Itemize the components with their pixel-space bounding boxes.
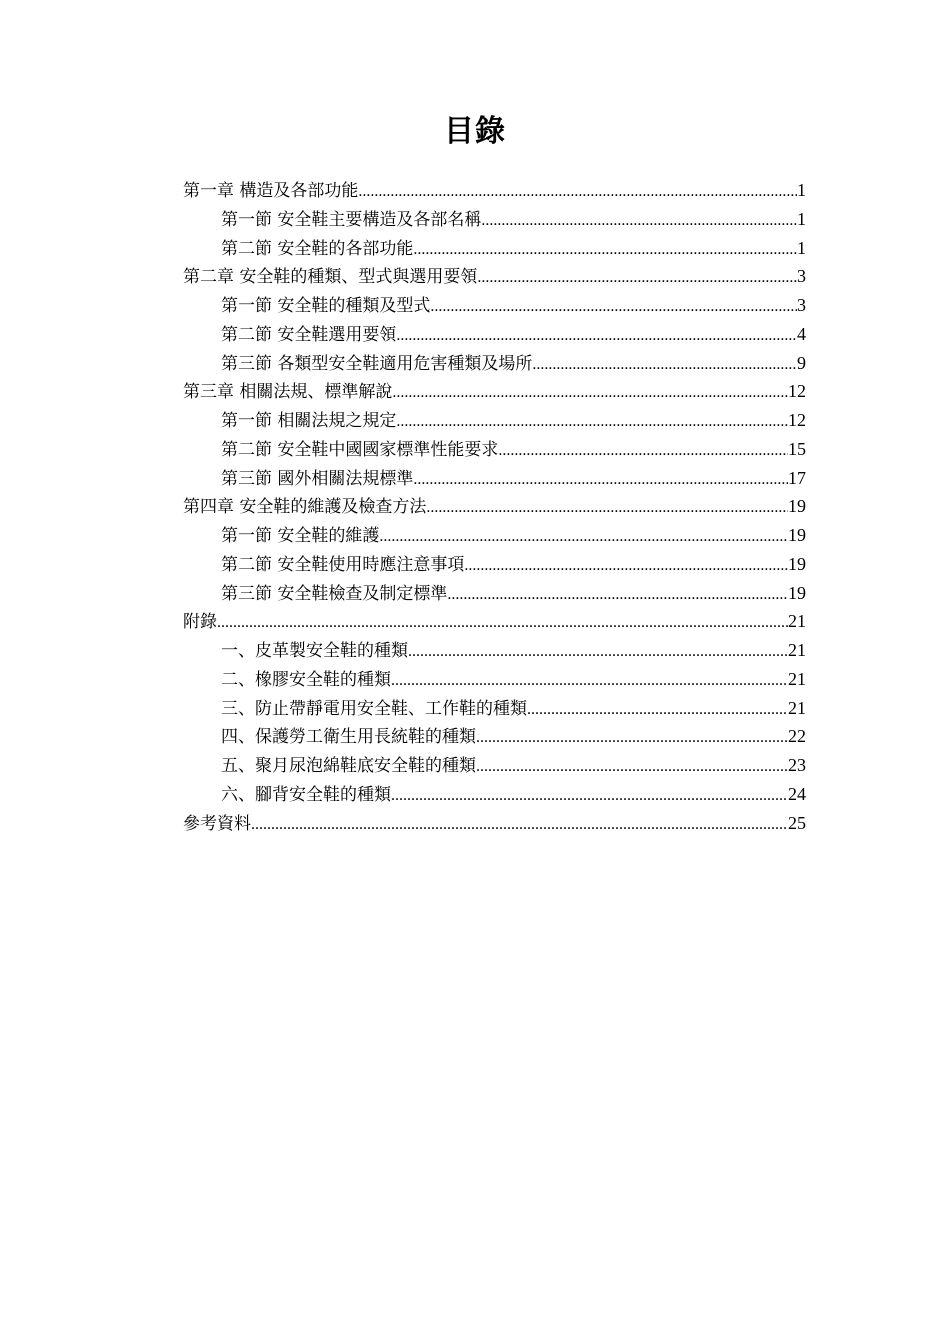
toc-entry[interactable]	[183, 492, 806, 521]
toc-dot-leader	[396, 322, 797, 351]
toc-entry-text: 一、皮革製安全鞋的種類	[221, 641, 408, 661]
toc-list	[183, 176, 806, 837]
toc-page-number: 19	[788, 553, 806, 574]
toc-dot-leader	[408, 638, 788, 667]
toc-page-number: 12	[788, 381, 806, 402]
toc-entry[interactable]	[183, 550, 806, 579]
toc-entry-text: 第二節 安全鞋選用要領	[221, 324, 397, 345]
toc-dot-leader	[391, 667, 788, 696]
toc-entry-text: 第一節 安全鞋的種類及型式	[221, 296, 431, 316]
toc-page-number: 24	[788, 783, 806, 804]
toc-page-number: 3	[797, 266, 806, 287]
toc-dot-leader	[498, 437, 788, 466]
toc-entry[interactable]	[183, 607, 806, 636]
toc-dot-leader	[476, 753, 788, 782]
toc-entry[interactable]	[183, 751, 806, 780]
toc-page-number: 21	[788, 611, 806, 632]
toc-entry[interactable]	[183, 205, 806, 234]
toc-entry-text: 五、聚月尿泡綿鞋底安全鞋的種類	[221, 756, 476, 776]
toc-dot-leader	[477, 264, 797, 293]
toc-dot-leader	[426, 494, 788, 523]
toc-entry[interactable]	[183, 579, 806, 608]
toc-page-number: 1	[797, 237, 806, 258]
toc-entry-text: 第三節 安全鞋檢查及制定標準	[221, 583, 448, 604]
toc-entry-text: 三、防止帶靜電用安全鞋、工作鞋的種類	[221, 698, 527, 719]
toc-entry[interactable]	[183, 234, 806, 263]
toc-entry[interactable]	[183, 377, 806, 406]
toc-entry-text: 第二節 安全鞋中國國家標準性能要求	[221, 439, 499, 460]
toc-entry[interactable]	[183, 262, 806, 291]
toc-entry-text: 第三節 各類型安全鞋適用危害種類及場所	[221, 353, 533, 374]
toc-entry[interactable]	[183, 665, 806, 694]
toc-dot-leader	[251, 811, 788, 840]
toc-entry-text: 四、保護勞工衛生用長統鞋的種類	[221, 727, 476, 748]
toc-entry[interactable]	[183, 464, 806, 493]
toc-entry[interactable]	[183, 780, 806, 809]
toc-entry[interactable]	[183, 176, 806, 205]
toc-page-number: 25	[788, 812, 806, 833]
toc-title: 目錄	[444, 114, 506, 149]
toc-entry-text: 第三節 國外相關法規標準	[221, 468, 414, 489]
toc-dot-leader	[447, 581, 788, 610]
toc-page-number: 23	[788, 755, 806, 775]
toc-entry[interactable]	[183, 435, 806, 464]
toc-entry-text: 第二章 安全鞋的種類、型式與選用要領	[183, 267, 478, 288]
toc-dot-leader	[476, 724, 788, 753]
toc-entry-text: 參考資料	[183, 813, 251, 834]
toc-entry[interactable]	[183, 521, 806, 550]
toc-entry-text: 第一章 構造及各部功能	[183, 181, 359, 201]
toc-entry-text: 附錄	[183, 612, 217, 633]
toc-page-number: 1	[797, 180, 806, 200]
toc-dot-leader	[396, 408, 788, 437]
toc-entry[interactable]	[183, 694, 806, 723]
toc-page-number: 1	[797, 208, 806, 229]
toc-dot-leader	[391, 782, 788, 811]
toc-dot-leader	[413, 466, 788, 495]
toc-entry[interactable]	[183, 722, 806, 751]
toc-page-number: 4	[797, 323, 806, 344]
toc-page-number: 12	[788, 410, 806, 430]
toc-entry-text: 二、橡膠安全鞋的種類	[221, 669, 391, 690]
toc-entry[interactable]	[183, 809, 806, 838]
toc-page-number: 21	[788, 668, 806, 689]
toc-entry-text: 第二節 安全鞋使用時應注意事項	[221, 554, 465, 575]
toc-dot-leader	[358, 178, 797, 207]
toc-page-number: 21	[788, 640, 806, 660]
toc-dot-leader	[379, 523, 788, 552]
toc-page-number: 19	[788, 496, 806, 517]
toc-entry-text: 六、腳背安全鞋的種類	[221, 784, 391, 805]
toc-entry-text: 第三章 相關法規、標準解說	[183, 382, 393, 403]
toc-page-number: 21	[788, 697, 806, 718]
toc-entry-text: 第一節 安全鞋主要構造及各部名稱	[221, 209, 482, 230]
toc-entry[interactable]	[183, 320, 806, 349]
toc-dot-leader	[464, 552, 788, 581]
toc-dot-leader	[430, 293, 797, 322]
toc-page-number: 19	[788, 582, 806, 603]
toc-entry[interactable]	[183, 349, 806, 378]
toc-page-number: 19	[788, 525, 806, 545]
toc-entry[interactable]	[183, 406, 806, 435]
toc-dot-leader	[217, 609, 788, 638]
toc-dot-leader	[481, 207, 797, 236]
toc-entry-text: 第一節 相關法規之規定	[221, 411, 397, 431]
toc-entry[interactable]	[183, 291, 806, 320]
toc-dot-leader	[527, 696, 788, 725]
toc-page-number: 22	[788, 726, 806, 747]
toc-dot-leader	[413, 236, 797, 265]
toc-page-number: 9	[797, 352, 806, 373]
toc-dot-leader	[532, 351, 797, 380]
toc-entry-text: 第一節 安全鞋的維護	[221, 526, 380, 546]
toc-entry-text: 第四章 安全鞋的維護及檢查方法	[183, 497, 427, 518]
toc-entry-text: 第二節 安全鞋的各部功能	[221, 238, 414, 259]
toc-page-number: 17	[788, 467, 806, 488]
toc-dot-leader	[392, 379, 788, 408]
toc-page-number: 15	[788, 438, 806, 459]
toc-entry[interactable]	[183, 636, 806, 665]
toc-page-number: 3	[797, 295, 806, 315]
